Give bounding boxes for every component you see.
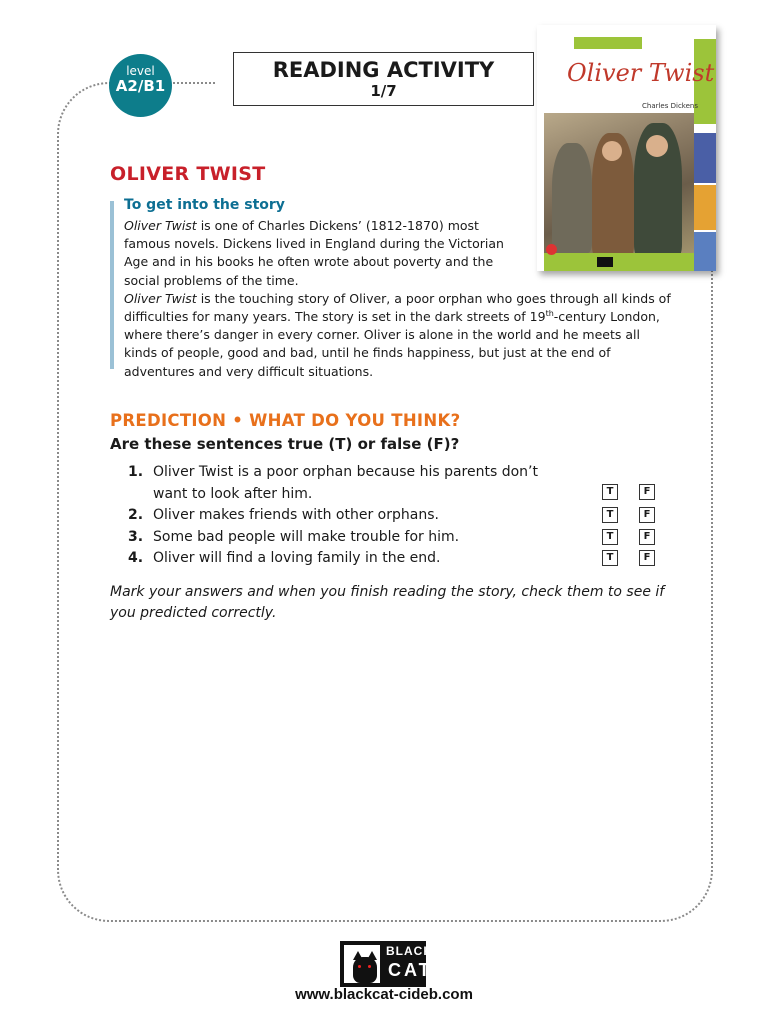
item-text: Oliver will find a loving family in the end. bbox=[153, 550, 441, 566]
story-heading: OLIVER TWIST bbox=[110, 163, 266, 185]
level-label: level bbox=[126, 64, 155, 78]
logo-text-cat: CAT bbox=[388, 960, 433, 980]
intro-paragraph-1: Oliver Twist is one of Charles Dickens’ (1812-1870) most famous novels. Dickens lived in England during the Victorian Age and in his books he often wrote about poverty and the social problems of the time. bbox=[124, 218, 504, 288]
prediction-question: Are these sentences true (T) or false (F)? bbox=[110, 435, 460, 453]
cover-series-tag bbox=[574, 37, 642, 49]
item-number: 2. bbox=[128, 507, 144, 523]
true-checkbox-1[interactable]: T bbox=[602, 484, 618, 500]
cat-icon bbox=[353, 957, 377, 983]
prediction-item-4 bbox=[128, 548, 668, 570]
item-text: Oliver Twist is a poor orphan because his parents don’t want to look after him. bbox=[153, 464, 538, 502]
title-box bbox=[233, 52, 534, 106]
prediction-item-1 bbox=[128, 462, 668, 505]
true-checkbox-3[interactable]: T bbox=[602, 529, 618, 545]
false-checkbox-1[interactable]: F bbox=[639, 484, 655, 500]
intro-text bbox=[124, 217, 674, 381]
level-badge bbox=[109, 54, 172, 117]
intro-paragraph-2: Oliver Twist is the touching story of Oliver, a poor orphan who goes through all kinds of difficulties for many years. The story is set in the dark streets of 19th-century London, where there’s danger in every corner. Oliver is alone in the world and he meets all kinds of people, good and bad, until he finds happiness, but just at the end of adventures and very difficult situations. bbox=[124, 290, 671, 379]
level-value: A2/B1 bbox=[115, 77, 166, 95]
false-checkbox-3[interactable]: F bbox=[639, 529, 655, 545]
item-number: 3. bbox=[128, 528, 144, 545]
intro-accent-bar bbox=[110, 201, 114, 369]
item-number: 4. bbox=[128, 550, 144, 566]
item-text: Some bad people will make trouble for him. bbox=[153, 528, 460, 545]
cover-title: Oliver Twist bbox=[567, 59, 715, 87]
true-checkbox-2[interactable]: T bbox=[602, 507, 618, 523]
prediction-heading: PREDICTION • WHAT DO YOU THINK? bbox=[110, 411, 461, 430]
page-title: READING ACTIVITY bbox=[272, 58, 495, 82]
closing-instruction: Mark your answers and when you finish reading the story, check them to see if you predicted correctly. bbox=[110, 584, 665, 621]
prediction-item-3 bbox=[128, 527, 668, 549]
prediction-item-2 bbox=[128, 505, 668, 527]
item-text: Oliver makes friends with other orphans. bbox=[153, 507, 439, 523]
false-checkbox-4[interactable]: F bbox=[639, 550, 655, 566]
item-number: 1. bbox=[128, 464, 144, 480]
prediction-list bbox=[128, 462, 668, 570]
page-number: 1/7 bbox=[370, 82, 397, 100]
intro-subheading: To get into the story bbox=[124, 197, 285, 213]
cover-author: Charles Dickens bbox=[642, 102, 698, 110]
black-cat-logo bbox=[340, 941, 433, 987]
true-checkbox-4[interactable]: T bbox=[602, 550, 618, 566]
footer-url[interactable]: www.blackcat-cideb.com bbox=[295, 986, 473, 1003]
logo-text-black: BLACK bbox=[386, 944, 433, 958]
false-checkbox-2[interactable]: F bbox=[639, 507, 655, 523]
